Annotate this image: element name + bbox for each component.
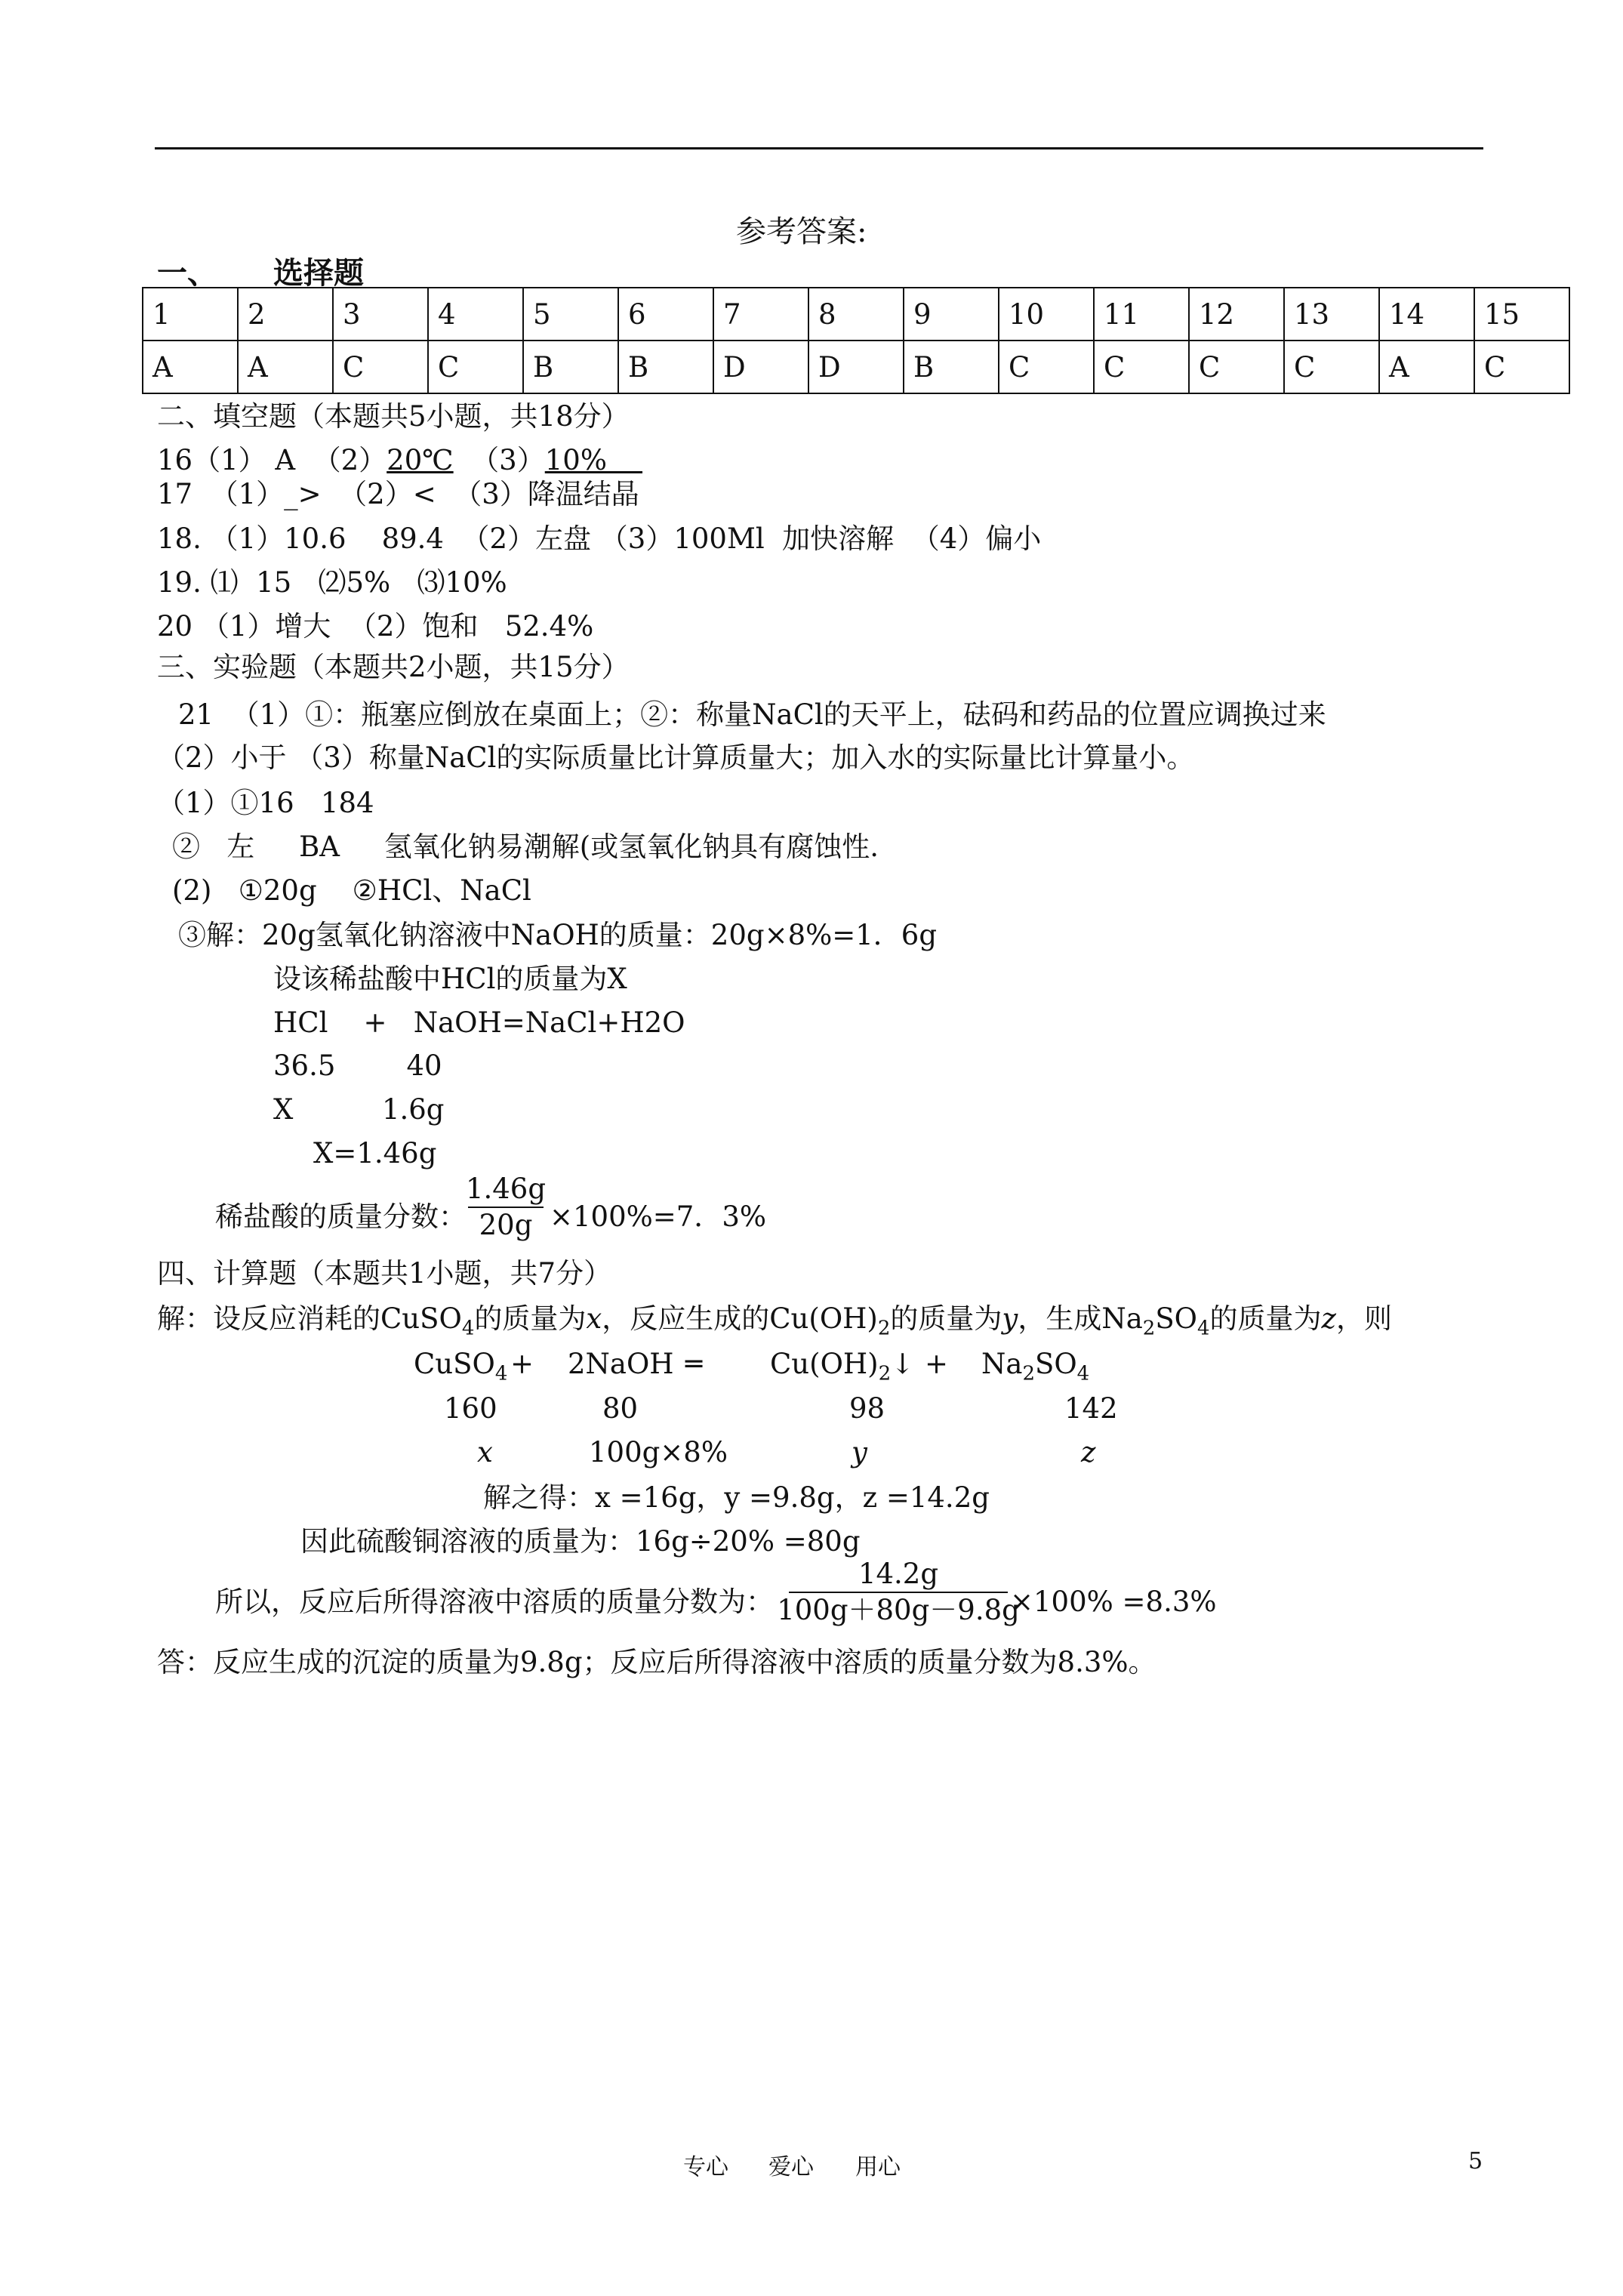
fraction-denominator: 100g＋80g－9.8g — [777, 1594, 1020, 1626]
text: SO — [1155, 1302, 1197, 1335]
table-cell: 9 — [904, 288, 999, 341]
text: Cu(OH) — [770, 1348, 879, 1380]
footer-text-1: 专心 — [683, 2154, 728, 2180]
text: ，则 — [1336, 1302, 1393, 1335]
page-title: 参考答案: — [736, 214, 867, 249]
mass-142: 142 — [1064, 1392, 1118, 1425]
answer-17: 17 （1）_> （2）< （3）降温结晶 — [157, 478, 639, 510]
section-4-heading: 四、计算题（本题共1小题，共7分） — [157, 1257, 612, 1290]
fraction-numerator: 14.2g — [858, 1558, 939, 1590]
calc-solution: 解之得：x =16g，y =9.8g，z =14.2g — [483, 1481, 990, 1514]
answer-22-masses: 36.5 40 — [273, 1049, 442, 1082]
final-answer: 答：反应生成的沉淀的质量为9.8g；反应后所得溶液中溶质的质量分数为8.3%。 — [157, 1646, 1156, 1678]
answer-22-unknowns: X 1.6g — [273, 1093, 445, 1126]
answer-16-part-b: 20℃ — [387, 444, 454, 476]
answer-21-line-1: 21 （1）①：瓶塞应倒放在桌面上；②：称量NaCl的天平上，砝码和药品的位置应调换过来 — [178, 698, 1326, 731]
answer-22-line-1: （1）①16 184 — [157, 787, 374, 819]
footer-text-2: 爱心 — [768, 2154, 814, 2180]
subscript: 4 — [461, 1317, 475, 1340]
table-cell: D — [808, 341, 904, 393]
subscript: 2 — [1142, 1317, 1156, 1340]
section-2-heading: 二、填空题（本题共5小题，共18分） — [157, 400, 630, 433]
text: 解：设反应消耗的CuSO — [157, 1302, 462, 1335]
answer-22-line-3: (2) ①20g ②HCl、NaCl — [172, 874, 531, 907]
calc-solution-mass: 因此硫酸铜溶液的质量为：16g÷20% =80g — [300, 1525, 861, 1558]
text: SO — [1034, 1348, 1077, 1380]
answer-16-part-c: （3） — [453, 444, 545, 476]
table-cell: B — [618, 341, 713, 393]
answer-22-line-5: 设该稀盐酸中HCl的质量为X — [273, 963, 627, 995]
variable-x: x — [586, 1302, 602, 1335]
table-cell: C — [1189, 341, 1284, 393]
answer-16 — [157, 444, 642, 477]
answer-21-line-2: （2）小于 （3）称量NaCl的实际质量比计算质量大；加入水的实际量比计算量小。 — [157, 741, 1195, 774]
footer-text-3: 用心 — [855, 2154, 901, 2180]
table-cell: C — [1474, 341, 1569, 393]
answer-22-equation: HCl + NaOH=NaCl+H2O — [273, 1006, 685, 1039]
eq-plus-1: + — [510, 1348, 534, 1380]
table-cell: 3 — [333, 288, 428, 341]
eq-cuoh2 — [770, 1348, 914, 1390]
table-cell: 14 — [1379, 288, 1474, 341]
text: ，反应生成的Cu(OH) — [602, 1302, 878, 1335]
table-cell: A — [238, 341, 333, 393]
answer-22-fraction-rest: ×100%=7．3% — [550, 1200, 767, 1233]
table-cell: 4 — [428, 288, 523, 341]
table-cell: 2 — [238, 288, 333, 341]
calc-fraction-label: 所以，反应后所得溶液中溶质的质量分数为： — [215, 1586, 774, 1618]
table-cell: D — [713, 341, 808, 393]
answer-18: 18. （1）10.6 89.4 （2）左盘 （3）100Ml 加快溶解 （4）偏小 — [157, 522, 1042, 555]
answer-22-fraction — [465, 1172, 547, 1243]
subscript: 2 — [877, 1317, 891, 1340]
section-3-heading: 三、实验题（本题共2小题，共15分） — [157, 651, 630, 683]
subscript: 4 — [1197, 1317, 1210, 1340]
table-cell: B — [523, 341, 618, 393]
subscript: 4 — [1076, 1362, 1090, 1385]
eq-plus-2: + — [925, 1348, 949, 1380]
text: CuSO — [414, 1348, 495, 1380]
subscript: 2 — [878, 1362, 892, 1385]
table-cell: C — [1284, 341, 1379, 393]
eq-equals: ═ — [685, 1348, 703, 1380]
table-cell: C — [1094, 341, 1189, 393]
variable-y: y — [1002, 1302, 1018, 1335]
eq-cuso4 — [414, 1348, 507, 1390]
calc-fraction — [777, 1557, 1020, 1628]
table-cell: 8 — [808, 288, 904, 341]
answer-22-result: X=1.46g — [313, 1137, 437, 1170]
var-z: z — [1081, 1436, 1096, 1469]
table-cell: B — [904, 341, 999, 393]
eq-na2so4 — [981, 1348, 1089, 1390]
table-cell: 11 — [1094, 288, 1189, 341]
page-number: 5 — [1468, 2148, 1483, 2174]
table-row-answers — [143, 341, 1569, 393]
table-cell: 12 — [1189, 288, 1284, 341]
section-1-title: 选择题 — [273, 255, 364, 291]
subscript: 2 — [1022, 1362, 1035, 1385]
table-cell: 15 — [1474, 288, 1569, 341]
calc-fraction-rest: ×100% =8.3% — [1010, 1586, 1217, 1618]
table-cell: 5 — [523, 288, 618, 341]
mass-98: 98 — [849, 1392, 885, 1425]
fraction-numerator: 1.46g — [465, 1173, 547, 1205]
table-cell: C — [333, 341, 428, 393]
answer-19: 19. ⑴ 15 ⑵5% ⑶10% — [157, 566, 507, 599]
answer-22-line-2: ② 左 BA 氢氧化钠易潮解(或氢氧化钠具有腐蚀性. — [172, 831, 879, 863]
table-row-numbers — [143, 288, 1569, 341]
var-x: x — [477, 1436, 493, 1469]
text: ，生成Na — [1018, 1302, 1143, 1335]
subscript: 4 — [494, 1362, 508, 1385]
var-y: y — [852, 1436, 867, 1469]
text: 的质量为 — [474, 1302, 587, 1335]
table-cell: 10 — [999, 288, 1094, 341]
answer-table — [142, 287, 1570, 394]
answer-16-part-d: 10% — [544, 444, 643, 476]
text: 的质量为 — [890, 1302, 1002, 1335]
table-cell: 6 — [618, 288, 713, 341]
table-cell: C — [999, 341, 1094, 393]
answer-20: 20 （1）增大 （2）饱和 52.4% — [157, 610, 594, 643]
text: Na — [981, 1348, 1023, 1380]
table-cell: A — [143, 341, 238, 393]
table-cell: A — [1379, 341, 1474, 393]
table-cell: 13 — [1284, 288, 1379, 341]
mass-160: 160 — [444, 1392, 497, 1425]
precipitate-arrow-icon: ↓ — [891, 1348, 915, 1380]
answer-22-line-4: ③解：20g氢氧化钠溶液中NaOH的质量：20g×8%=1．6g — [178, 919, 938, 951]
eq-naoh: 2NaOH — [568, 1348, 674, 1380]
top-rule — [155, 147, 1483, 149]
variable-z: z — [1321, 1302, 1337, 1335]
var-naoh-mass: 100g×8% — [589, 1436, 728, 1469]
answer-16-part-a: 16（1） A （2） — [157, 444, 387, 476]
fraction-denominator: 20g — [479, 1209, 533, 1241]
table-cell: C — [428, 341, 523, 393]
calc-setup — [157, 1302, 1392, 1345]
table-cell: 7 — [713, 288, 808, 341]
mass-80: 80 — [602, 1392, 639, 1425]
section-1-number: 一、 — [157, 255, 217, 291]
table-cell: 1 — [143, 288, 238, 341]
text: 的质量为 — [1209, 1302, 1322, 1335]
answer-22-fraction-label: 稀盐酸的质量分数： — [215, 1200, 467, 1233]
